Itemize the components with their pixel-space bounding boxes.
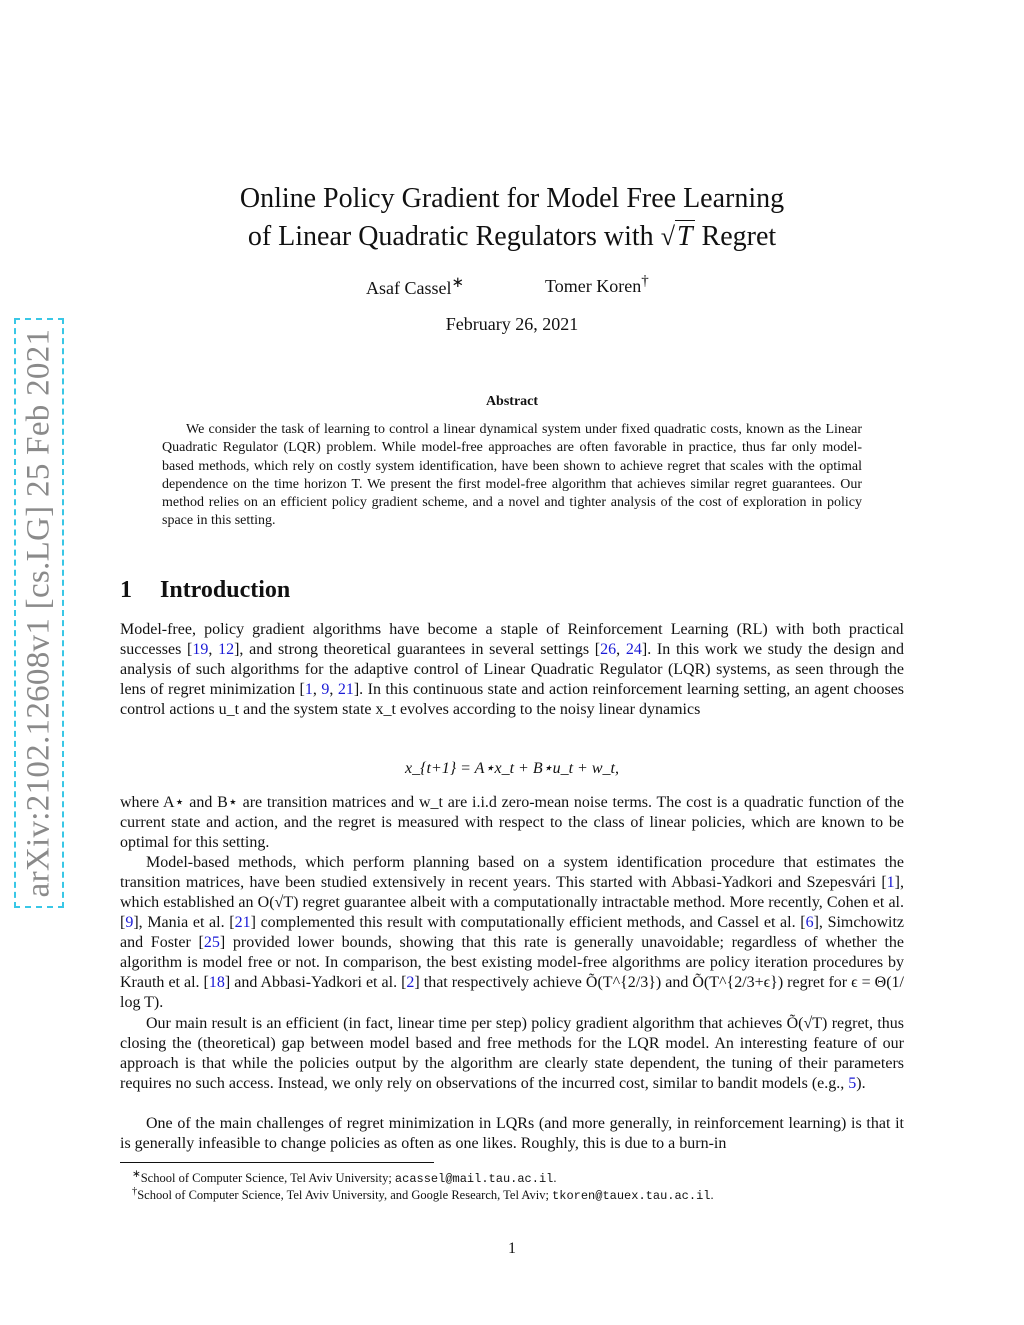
citation-link[interactable]: 19: [192, 641, 209, 658]
footnote-2-mark: †: [132, 1186, 138, 1197]
footnote-1-end: .: [553, 1171, 557, 1186]
text-run: ]. In this continuous state and action reinforcement learning setting, an agent chooses control actions u_t and the system state x_t evolves according to the noisy linear dynamics: [120, 681, 905, 718]
abstract-heading: Abstract: [485, 394, 539, 409]
text-run: ], Mania et al. [: [133, 914, 235, 931]
section-heading: [120, 577, 290, 604]
text-run: ]. In this work we study the design and analysis of such algorithms for the adaptive control of Linear Quadratic Regulator (LQR) systems, as seen through the lens of regret minimization [: [120, 641, 905, 698]
intro-paragraph-5: One of the main challenges of regret minimization in LQRs (and more generally, in reinforcement learning) is that it is generally infeasible to change policies as often as one likes. Roughly, this is due to a burn-in: [120, 1115, 904, 1152]
text-run: ,: [616, 641, 626, 658]
author-2-mark: †: [641, 273, 649, 289]
footnote-2-text: School of Computer Science, Tel Aviv University, and Google Research, Tel Aviv;: [137, 1188, 553, 1203]
author-1: [366, 273, 464, 299]
citation-link[interactable]: 25: [203, 934, 220, 951]
citation-link[interactable]: 26: [600, 641, 617, 658]
dynamics-equation: x_{t+1} = A⋆x_t + B⋆u_t + w_t,: [405, 760, 619, 777]
section-number: 1: [120, 577, 132, 603]
text-run: ] provided lower bounds, showing that this rate is generally unavoidable; regardless of whether the algorithm is model free or not. In comparison, the best existing model-free algorithms are policy iteration procedures by Krauth et al. [: [120, 934, 904, 991]
text-run: Model-based methods, which perform planning based on a system identification procedure that estimates the transition matrices, have been studied extensively in recent years. This started with Abbasi-Yadkori and Szepesvári [: [120, 854, 904, 891]
author-1-name: Asaf Cassel: [366, 278, 452, 298]
section-title: Introduction: [160, 577, 291, 603]
footnote-2: [132, 1184, 912, 1204]
citation-link[interactable]: 2: [406, 974, 415, 991]
paper-date: February 26, 2021: [445, 314, 579, 334]
intro-paragraph-2: where A⋆ and B⋆ are transition matrices and w_t are i.i.d zero-mean noise terms. The cost is a quadratic function of the current state and action, and the regret is measured with respect to the class of linear policies, which are known to be optimal for this setting.: [120, 794, 904, 851]
citation-link[interactable]: 21: [337, 681, 354, 698]
intro-paragraph-4: [120, 1014, 904, 1094]
citation-link[interactable]: 24: [625, 641, 642, 658]
title-line-2-prefix: of Linear Quadratic Regulators with: [247, 221, 654, 252]
text-run: ,: [329, 681, 338, 698]
intro-paragraph-1: [120, 620, 904, 720]
title-variable: T: [676, 221, 693, 252]
text-run: ], which established an O(√T) regret guarantee albeit with a computationally intractable method. More recently, Cohen et al. [: [120, 874, 904, 931]
author-1-mark: ∗: [451, 275, 465, 291]
text-run: ,: [208, 641, 219, 658]
arxiv-stamp-text: arXiv:2102.12608v1 [cs.LG] 25 Feb 2021: [20, 328, 57, 898]
footnote-2-end: .: [710, 1188, 714, 1203]
citation-link[interactable]: 6: [805, 914, 814, 931]
title-line-2-suffix: Regret: [701, 221, 777, 252]
text-run: Model-free, policy gradient algorithms have become a staple of Reinforcement Learning (RL) with both practical successes [: [120, 621, 904, 658]
citation-link[interactable]: 9: [125, 914, 134, 931]
text-run: ] complemented this result with computationally efficient methods, and Cassel et al. [: [250, 914, 806, 931]
text-run: ).: [856, 1075, 866, 1092]
author-2: [545, 273, 649, 297]
paper-title: [120, 180, 904, 256]
author-2-name: Tomer Koren: [545, 276, 642, 296]
text-run: ], and strong theoretical guarantees in several settings [: [234, 641, 601, 658]
citation-link[interactable]: 9: [321, 681, 330, 698]
title-line-1: Online Policy Gradient for Model Free Learning: [239, 183, 785, 214]
abstract-text: We consider the task of learning to control a linear dynamical system under fixed quadratic costs, known as the Linear Quadratic Regulator (LQR) problem. While model-free approaches are often favorable in practice, thus far only model-based methods, which rely on costly system identification, have been shown to achieve regret that scales with the optimal dependence on the time horizon T. We present the first model-free algorithm that achieves similar regret guarantees. Our method relies on an efficient policy gradient scheme, and a novel and tighter analysis of the cost of exploration in policy space in this setting.: [162, 422, 862, 529]
footnote-2-email[interactable]: tkoren@tauex.tau.ac.il: [552, 1189, 711, 1204]
text-run: Our main result is an efficient (in fact, linear time per step) policy gradient algorithm that achieves Õ(√T) regret, thus closing the (theoretical) gap between model based and free methods for the LQR model. An interesting feature of our approach is that while the policies output by the algorithm are clearly state dependent, the tuning of their parameters requires no such access. Instead, we only rely on observations of the incurred cost, similar to bandit models (e.g.,: [120, 1015, 904, 1092]
footnote-1-email[interactable]: acassel@mail.tau.ac.il: [394, 1172, 554, 1187]
citation-link[interactable]: 5: [848, 1075, 857, 1092]
citation-link[interactable]: 21: [234, 914, 251, 931]
footnote-divider: [120, 1162, 434, 1163]
footnote-1-text: School of Computer Science, Tel Aviv University;: [140, 1171, 395, 1186]
citation-link[interactable]: 1: [886, 874, 895, 891]
intro-paragraph-3: [120, 853, 904, 1013]
citation-link[interactable]: 18: [208, 974, 225, 991]
sqrt-symbol: √: [660, 222, 675, 251]
title-line-2: [120, 218, 904, 256]
footnote-1-mark: ∗: [132, 1169, 141, 1180]
text-run: ,: [312, 681, 322, 698]
text-run: ] that respectively achieve Õ(T^{2/3}) and Õ(T^{2/3+ϵ}) regret for ϵ = Θ(1/ log T).: [120, 974, 904, 1011]
text-run: ], Simchowitz and Foster [: [120, 914, 904, 951]
page-number: 1: [508, 1240, 516, 1257]
citation-link[interactable]: 1: [304, 681, 313, 698]
citation-link[interactable]: 12: [218, 641, 235, 658]
text-run: ] and Abbasi-Yadkori et al. [: [224, 974, 407, 991]
